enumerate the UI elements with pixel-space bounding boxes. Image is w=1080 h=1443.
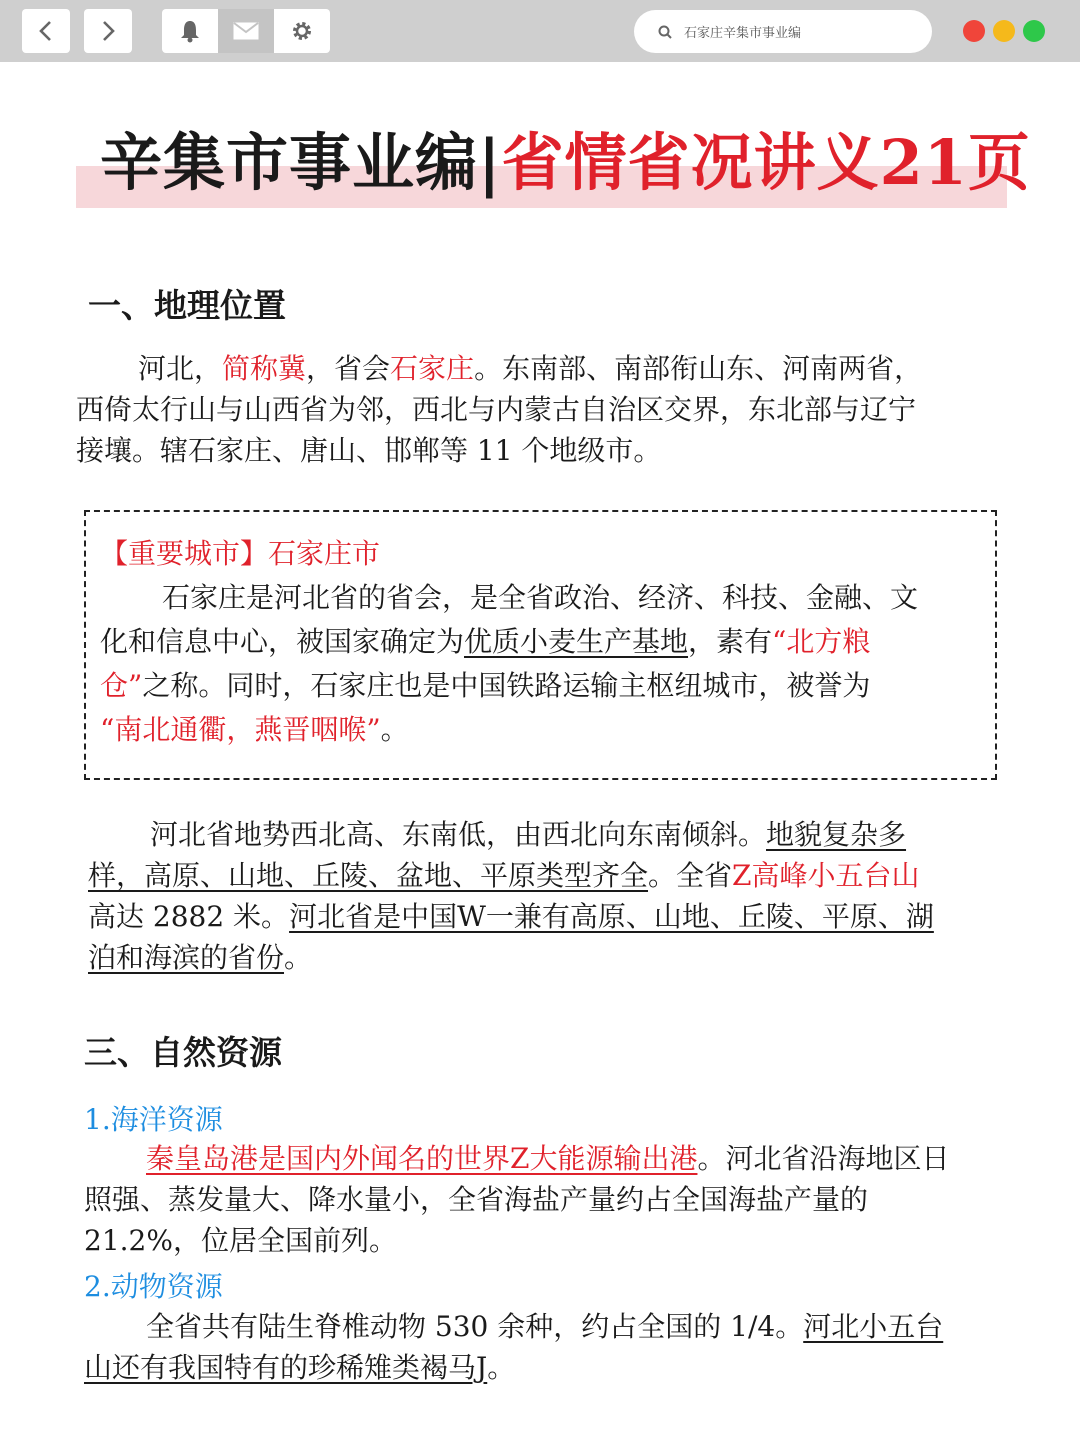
back-button[interactable] bbox=[22, 9, 70, 53]
geography-paragraph: 河北，简称冀，省会石家庄。东南部、南部衔山东、河南两省， 西倚太行山与山西省为邻，西北与内蒙古自治区交界，东北部与辽宁 接壤。辖石家庄、唐山、邯郸等 11 个地级市。 bbox=[76, 352, 923, 467]
mail-icon bbox=[233, 22, 259, 40]
animal-paragraph: 全省共有陆生脊椎动物 530 余种，约占全国的 1/4。河北小五台 山还有我国特有的珍稀雉类褐马J。 bbox=[84, 1310, 944, 1384]
section-heading-resources: 三、自然资源 bbox=[84, 1033, 282, 1072]
chevron-left-icon bbox=[36, 19, 56, 43]
forward-button[interactable] bbox=[84, 9, 132, 53]
close-dot[interactable] bbox=[963, 20, 985, 42]
toolbar-icon-group bbox=[162, 9, 330, 53]
window-controls bbox=[963, 20, 1045, 42]
minimize-dot[interactable] bbox=[993, 20, 1015, 42]
page-title-block bbox=[76, 118, 1031, 210]
gear-icon bbox=[290, 19, 314, 43]
chevron-right-icon bbox=[98, 19, 118, 43]
title-red: 省情省况讲义21页 bbox=[501, 126, 1031, 199]
subheading-marine: 1.海洋资源 bbox=[84, 1103, 223, 1136]
important-city-heading: 【重要城市】石家庄市 bbox=[100, 537, 381, 570]
section-heading-geography: 一、地理位置 bbox=[88, 286, 286, 325]
page-title bbox=[100, 118, 1031, 208]
browser-toolbar bbox=[0, 0, 1080, 62]
important-city-content: 【重要城市】石家庄市 石家庄是河北省的省会，是全省政治、经济、科技、金融、文 化和信息中心，被国家确定为优质小麦生产基地，素有“北方粮 仓”之称。同时，石家庄也是中国铁路运输主枢纽城市，被誉为 “南北通衢，燕晋咽喉”。 bbox=[100, 532, 990, 752]
notifications-button[interactable] bbox=[162, 9, 218, 53]
mail-button[interactable] bbox=[218, 9, 274, 53]
search-bar[interactable] bbox=[634, 10, 932, 53]
title-black: 辛集市事业编| bbox=[100, 126, 502, 199]
search-icon bbox=[658, 25, 672, 39]
marine-paragraph: 秦皇岛港是国内外闻名的世界Z大能源输出港。河北省沿海地区日 照强、蒸发量大、降水量小，全省海盐产量约占全国海盐产量的 21.2%，位居全国前列。 bbox=[84, 1142, 950, 1257]
terrain-paragraph: 河北省地势西北高、东南低，由西北向东南倾斜。地貌复杂多 样，高原、山地、丘陵、盆地、平原类型齐全。全省Z高峰小五台山 高达 2882 米。河北省是中国W一兼有高原、山地、丘陵、平原、湖 泊和海滨的省份。 bbox=[88, 818, 934, 974]
search-text: 石家庄辛集市事业编 bbox=[684, 26, 802, 41]
subheading-animal: 2.动物资源 bbox=[84, 1270, 223, 1303]
maximize-dot[interactable] bbox=[1023, 20, 1045, 42]
bell-icon bbox=[179, 19, 201, 43]
settings-button[interactable] bbox=[274, 9, 330, 53]
